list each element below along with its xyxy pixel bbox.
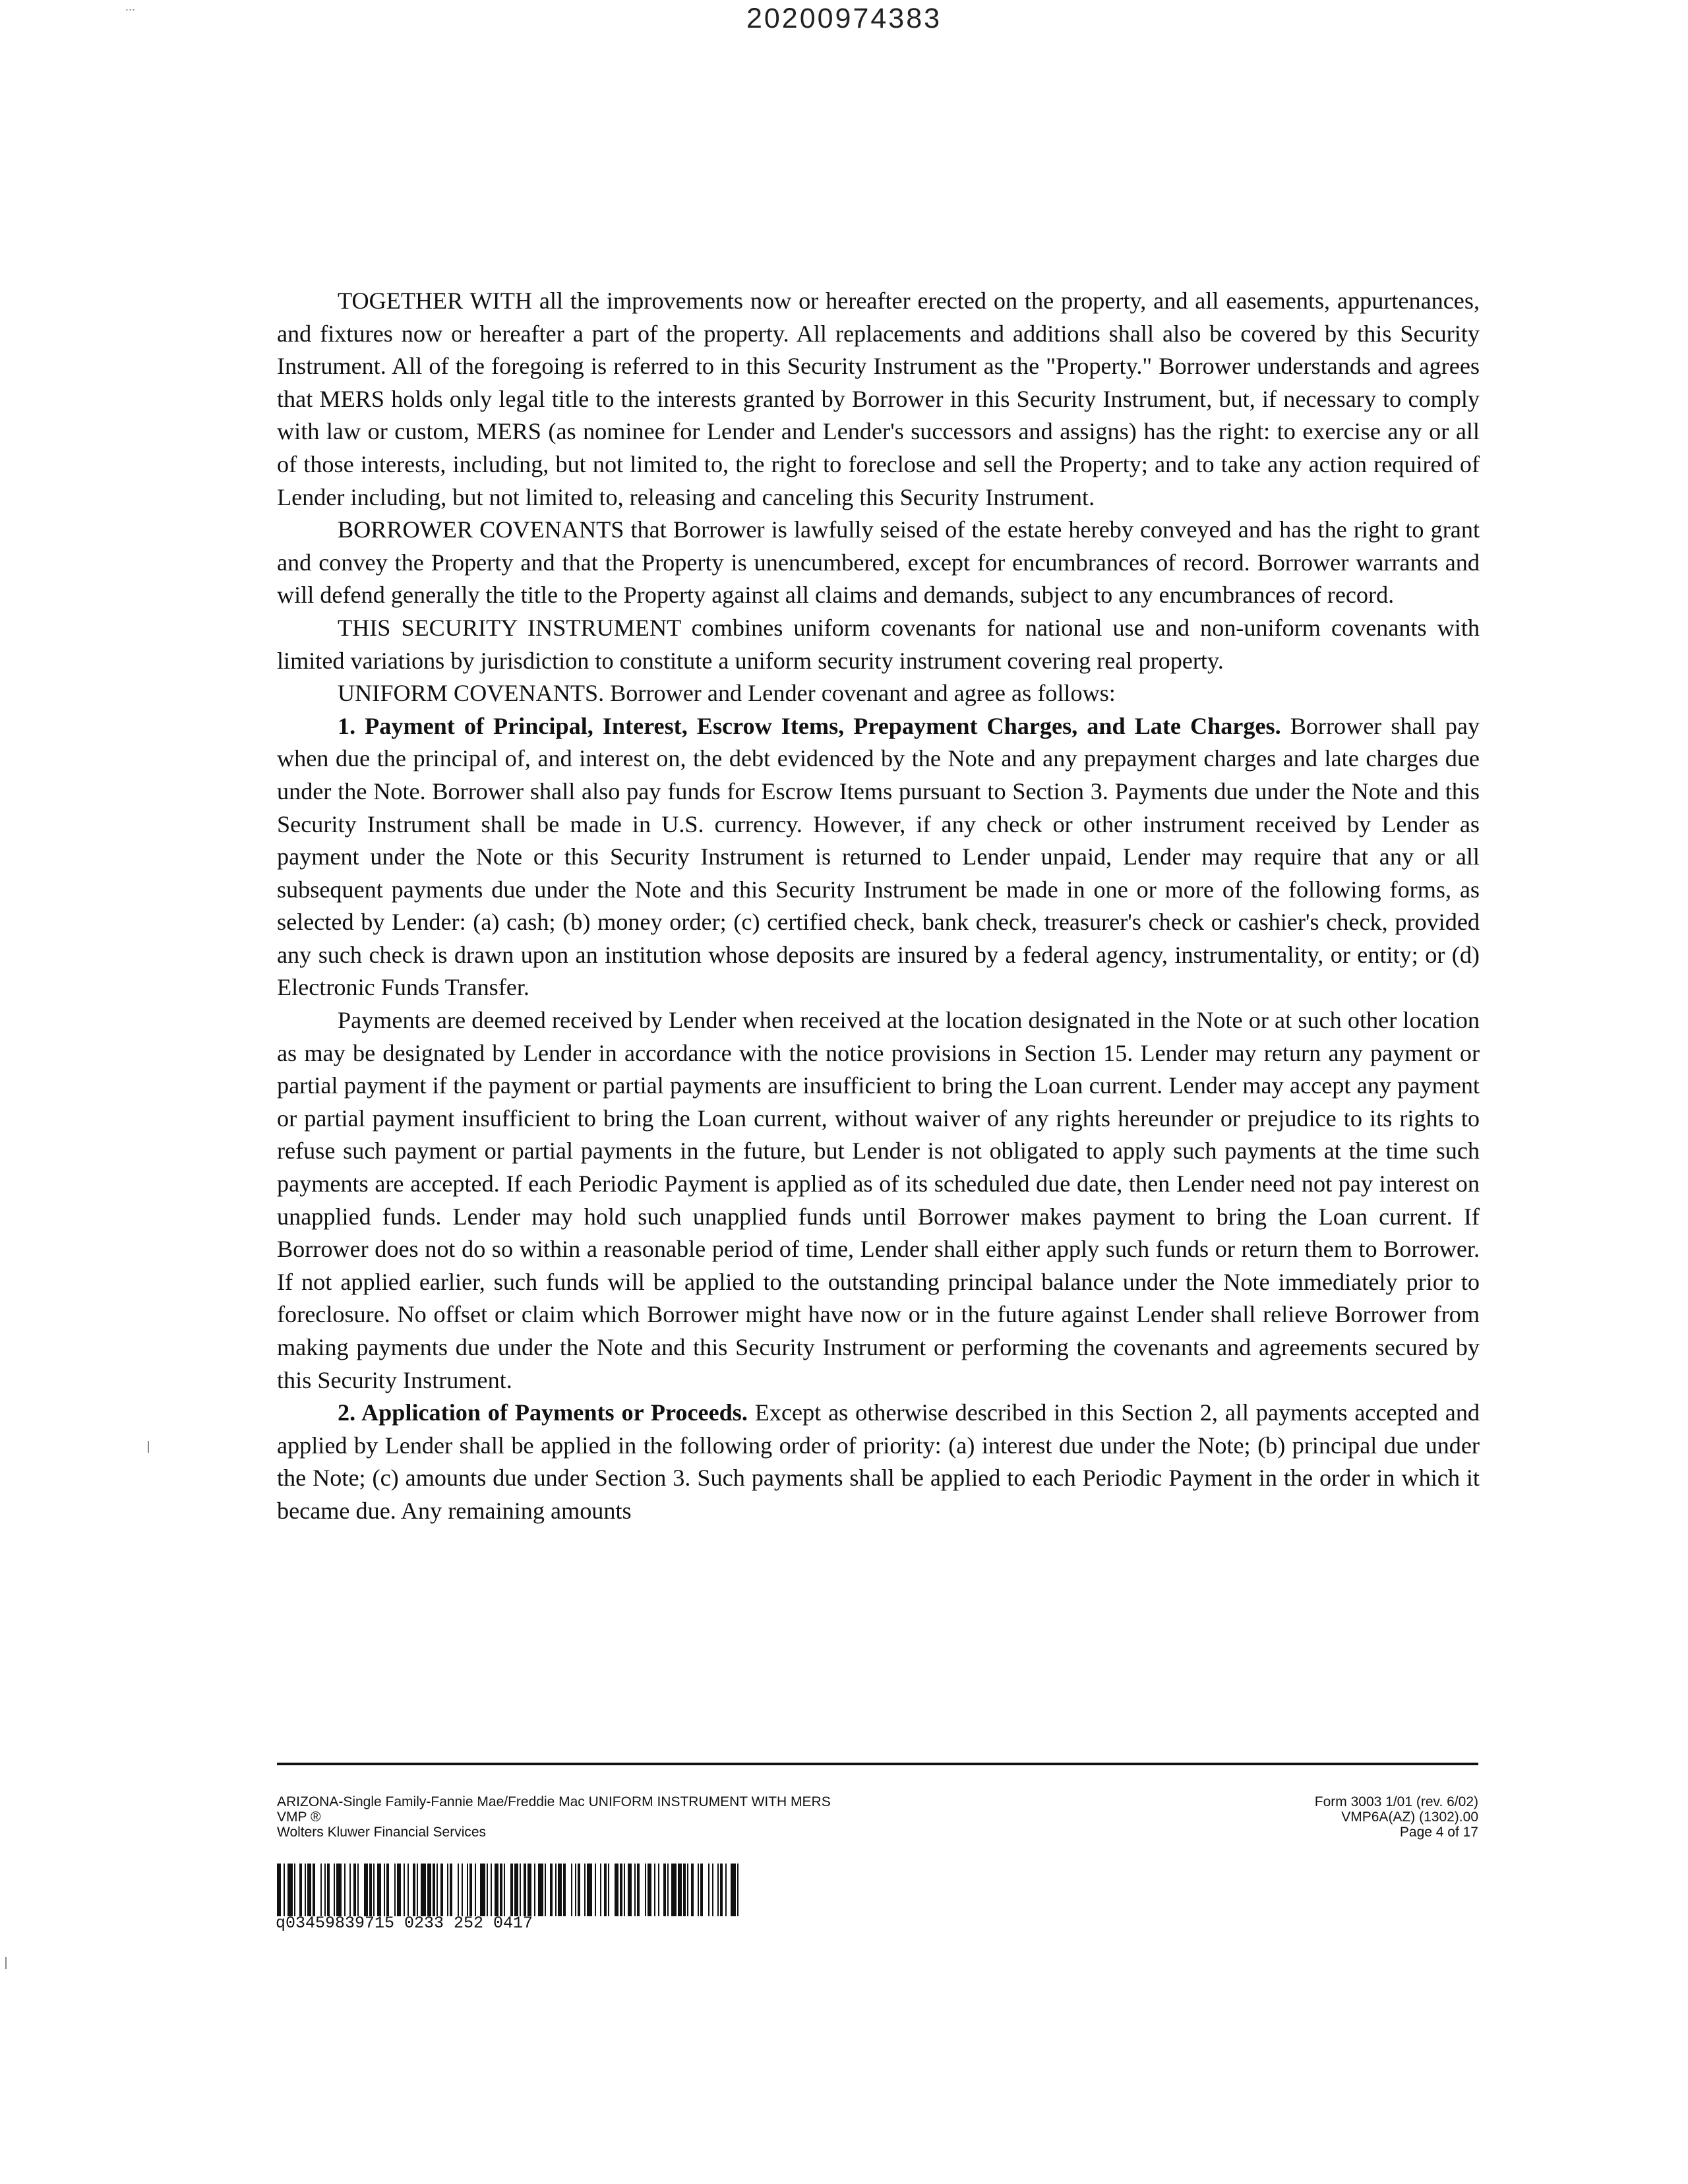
paragraph-security-instrument: THIS SECURITY INSTRUMENT combines uniform covenants for national use and non-uniform covenants with limited variations by jurisdiction to constitute a uniform security instrument covering real property. bbox=[277, 614, 1480, 674]
barcode-bar bbox=[313, 1864, 315, 1916]
barcode-bar bbox=[731, 1864, 736, 1916]
barcode-bar bbox=[604, 1864, 607, 1916]
barcode-bar bbox=[620, 1864, 622, 1916]
barcode-bar bbox=[349, 1864, 351, 1916]
barcode-bar bbox=[407, 1864, 409, 1916]
barcode-bar bbox=[558, 1864, 562, 1916]
barcode-bar bbox=[514, 1864, 518, 1916]
barcode-bar bbox=[327, 1864, 330, 1916]
barcode-bar bbox=[394, 1864, 396, 1916]
barcode-bar bbox=[608, 1864, 609, 1916]
barcode-bar bbox=[462, 1864, 463, 1916]
section-1-heading: 1. Payment of Principal, Interest, Escrow Items, Prepayment Charges, and Late Charges. bbox=[338, 712, 1281, 739]
barcode-bar bbox=[563, 1864, 566, 1916]
barcode-bar bbox=[377, 1864, 381, 1916]
barcode-bar bbox=[417, 1864, 418, 1916]
barcode-bar bbox=[504, 1864, 505, 1916]
barcode-bar bbox=[307, 1864, 311, 1916]
barcode-bar bbox=[615, 1864, 618, 1916]
barcode-bar bbox=[386, 1864, 389, 1916]
barcode-bar bbox=[538, 1864, 543, 1916]
barcode-bar bbox=[404, 1864, 405, 1916]
footer-divider bbox=[277, 1763, 1478, 1765]
barcode-bar bbox=[737, 1864, 738, 1916]
barcode-bar bbox=[440, 1864, 443, 1916]
margin-mark bbox=[5, 1957, 7, 1969]
barcode-bar bbox=[634, 1864, 636, 1916]
barcode bbox=[277, 1864, 741, 1916]
barcode-bar bbox=[469, 1864, 472, 1916]
form-title: ARIZONA-Single Family-Fannie Mae/Freddie Mac UNIFORM INSTRUMENT WITH MERS bbox=[277, 1794, 831, 1809]
barcode-bar bbox=[628, 1864, 632, 1916]
barcode-bar bbox=[334, 1864, 335, 1916]
barcode-bar bbox=[397, 1864, 401, 1916]
barcode-bar bbox=[437, 1864, 438, 1916]
section-2 bbox=[277, 1397, 1480, 1527]
barcode-bar bbox=[284, 1864, 285, 1916]
barcode-bar bbox=[458, 1864, 459, 1916]
barcode-bar bbox=[467, 1864, 468, 1916]
barcode-bar bbox=[595, 1864, 596, 1916]
barcode-bar bbox=[433, 1864, 435, 1916]
barcode-bar bbox=[344, 1864, 346, 1916]
corner-mark: ... bbox=[125, 0, 136, 13]
barcode-bar bbox=[663, 1864, 666, 1916]
barcode-bar bbox=[571, 1864, 572, 1916]
barcode-bar bbox=[667, 1864, 669, 1916]
barcode-bar bbox=[413, 1864, 415, 1916]
barcode-bar bbox=[545, 1864, 546, 1916]
barcode-bar bbox=[480, 1864, 485, 1916]
barcode-bar bbox=[584, 1864, 586, 1916]
barcode-bar bbox=[671, 1864, 677, 1916]
barcode-bar bbox=[353, 1864, 356, 1916]
barcode-bar bbox=[294, 1864, 295, 1916]
barcode-bar bbox=[487, 1864, 488, 1916]
barcode-bar bbox=[658, 1864, 659, 1916]
paragraph-borrower-covenants: BORROWER COVENANTS that Borrower is lawfully seised of the estate hereby conveyed and has the right to grant and convey the Property and that the Property is unencumbered, except for encumbrances of record. Borrower warrants and will defend generally the title to the Property against all claims and demands, subject to any encumbrances of record. bbox=[277, 516, 1480, 609]
section-2-heading: 2. Application of Payments or Proceeds. bbox=[338, 1399, 748, 1426]
section-1-text: Borrower shall pay when due the principal of, and interest on, the debt evidenced by the Note and any prepayment charges and late charges due under the Note. Borrower shall also pay funds for Escrow Items pursuant to Section 3. Payments due under the Note and this Security Instrument shall be made in U.S. currency. However, if any check or other instrument received by Lender as payment under the Note or this Security Instrument is returned to Lender unpaid, Lender may require that any or all subsequent payments due under the Note and this Security Instrument be made in one or more of the following forms, as selected by Lender: (a) cash; (b) money order; (c) certified check, bank check, treasurer's check or cashier's check, provided any such check is drawn upon an institution whose deposits are insured by a federal agency, instrumentality, or entity; or (d) Electronic Funds Transfer. bbox=[277, 712, 1480, 1001]
barcode-bar bbox=[357, 1864, 359, 1916]
margin-mark bbox=[148, 1441, 149, 1453]
barcode-bar bbox=[648, 1864, 651, 1916]
barcode-bar bbox=[687, 1864, 688, 1916]
barcode-bar bbox=[427, 1864, 431, 1916]
barcode-bar bbox=[447, 1864, 448, 1916]
barcode-bar bbox=[624, 1864, 625, 1916]
barcode-bar bbox=[364, 1864, 368, 1916]
barcode-bar bbox=[336, 1864, 342, 1916]
barcode-bar bbox=[373, 1864, 375, 1916]
barcode-bar bbox=[287, 1864, 293, 1916]
barcode-bar bbox=[578, 1864, 580, 1916]
paragraph-together-with: TOGETHER WITH all the improvements now or hereafter erected on the property, and all easements, appurtenances, and fixtures now or hereafter a part of the property. All replacements and additions shall also be covered by this Security Instrument. All of the foregoing is referred to in this Security Instrument as the "Property." Borrower understands and agrees that MERS holds only legal title to the interests granted by Borrower in this Security Instrument, but, if necessary to comply with law or custom, MERS (as nominee for Lender and Lender's successors and assigns) has the right: to exercise any or all of those interests, including, but not limited to, the right to foreclose and sell the Property; and to take any action required of Lender including, but not limited to, releasing and canceling this Security Instrument. bbox=[277, 288, 1480, 510]
barcode-bar bbox=[637, 1864, 640, 1916]
barcode-bar bbox=[299, 1864, 302, 1916]
barcode-bar bbox=[277, 1864, 281, 1916]
document-number: 20200974383 bbox=[746, 3, 942, 34]
barcode-bar bbox=[725, 1864, 727, 1916]
barcode-bar bbox=[600, 1864, 601, 1916]
document-body bbox=[277, 285, 1480, 1528]
paragraph-payments-received: Payments are deemed received by Lender when received at the location designated in the Note or at such other location as may be designated by Lender in accordance with the notice provisions in Section 15. Lender may return any payment or partial payment if the payment or partial payments are insufficient to bring the Loan current. Lender may accept any payment or partial payment insufficient to bring the Loan current, without waiver of any rights hereunder or prejudice to its rights to refuse such payment or partial payments in the future, but Lender is not obligated to apply such payments at the time such payments are accepted. If each Periodic Payment is applied as of its scheduled due date, then Lender need not pay interest on unapplied funds. Lender may hold such unapplied funds until Borrower makes payment to bring the Loan current. If Borrower does not do so within a reasonable period of time, Lender shall either apply such funds or return them to Borrower. If not applied earlier, such funds will be applied to the outstanding principal balance under the Note immediately prior to foreclosure. No offset or claim which Borrower might have now or in the future against Lender shall relieve Borrower from making payments due under the Note and this Security Instrument or performing the covenants and agreements secured by this Security Instrument. bbox=[277, 1007, 1480, 1393]
barcode-bar bbox=[645, 1864, 646, 1916]
paragraph-uniform-covenants: UNIFORM COVENANTS. Borrower and Lender covenant and agree as follows: bbox=[338, 680, 1116, 707]
barcode-bar bbox=[510, 1864, 513, 1916]
publisher: Wolters Kluwer Financial Services bbox=[277, 1825, 487, 1840]
barcode-bar bbox=[305, 1864, 306, 1916]
barcode-bar bbox=[720, 1864, 723, 1916]
barcode-bar bbox=[475, 1864, 476, 1916]
barcode-bar bbox=[683, 1864, 686, 1916]
footer-left bbox=[277, 1794, 831, 1840]
barcode-bar bbox=[491, 1864, 492, 1916]
barcode-bar bbox=[587, 1864, 592, 1916]
barcode-bar bbox=[500, 1864, 502, 1916]
barcode-number: q03459839715 0233 252 0417 bbox=[276, 1914, 533, 1933]
barcode-bar bbox=[712, 1864, 713, 1916]
form-code: VMP6A(AZ) (1302).00 bbox=[1341, 1809, 1478, 1825]
barcode-bar bbox=[369, 1864, 372, 1916]
barcode-bar bbox=[678, 1864, 682, 1916]
barcode-bar bbox=[555, 1864, 557, 1916]
barcode-bar bbox=[700, 1864, 703, 1916]
page-number: Page 4 of 17 bbox=[1399, 1825, 1478, 1840]
barcode-bar bbox=[534, 1864, 535, 1916]
barcode-bar bbox=[717, 1864, 719, 1916]
barcode-bar bbox=[698, 1864, 699, 1916]
barcode-bar bbox=[575, 1864, 576, 1916]
barcode-bar bbox=[421, 1864, 426, 1916]
form-number: Form 3003 1/01 (rev. 6/02) bbox=[1314, 1794, 1478, 1809]
barcode-bar bbox=[450, 1864, 452, 1916]
barcode-bar bbox=[520, 1864, 521, 1916]
barcode-bar bbox=[708, 1864, 709, 1916]
footer-right bbox=[1315, 1794, 1478, 1840]
barcode-bar bbox=[320, 1864, 322, 1916]
barcode-bar bbox=[528, 1864, 531, 1916]
section-2-text: Except as otherwise described in this Section 2, all payments accepted and applied by Lender shall be applied in the following order of priority: (a) interest due under the Note; (b) principal due under the Note; (c) amounts due under Section 3. Such payments shall be applied to each Periodic Payment in the order in which it became due. Any remaining amounts bbox=[277, 1399, 1480, 1524]
barcode-bar bbox=[654, 1864, 655, 1916]
barcode-bar bbox=[384, 1864, 385, 1916]
barcode-bar bbox=[691, 1864, 694, 1916]
vmp-mark: VMP ® bbox=[277, 1809, 321, 1825]
barcode-bar bbox=[550, 1864, 553, 1916]
barcode-bar bbox=[324, 1864, 326, 1916]
barcode-bar bbox=[495, 1864, 498, 1916]
barcode-bar bbox=[524, 1864, 526, 1916]
section-1 bbox=[277, 710, 1480, 1004]
